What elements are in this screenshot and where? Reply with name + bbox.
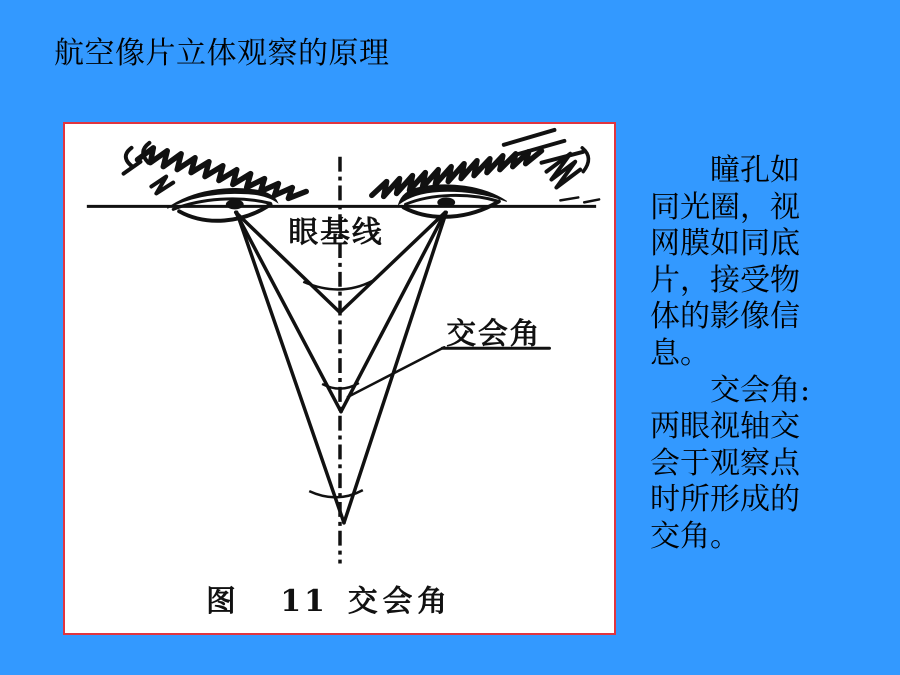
left-pupil <box>226 199 244 209</box>
text-line: 两眼视轴交 <box>650 409 800 445</box>
caption-number: 11 <box>280 584 328 620</box>
text-line: 交角。 <box>650 518 740 554</box>
text-line: 体的影像信 <box>650 299 800 335</box>
left-eye <box>167 189 277 221</box>
eye-baseline-label: 眼基线 <box>288 215 384 251</box>
right-pupil <box>437 197 455 207</box>
text-line: 同光圈，视 <box>650 189 800 225</box>
figure-caption <box>206 584 452 619</box>
text-line: 网膜如同底 <box>650 226 800 262</box>
text-line: 时所形成的 <box>650 482 800 518</box>
caption-title: 交会角 <box>347 584 453 620</box>
slide-title: 航空像片立体观察的原理 <box>54 36 390 71</box>
text-line: 瞳孔如 <box>710 153 800 188</box>
text-line: 交会角: <box>710 372 811 408</box>
convergence-angle-label: 交会角 <box>446 316 542 352</box>
body-text <box>650 153 830 556</box>
right-eye <box>399 185 507 217</box>
convergence-angle-diagram <box>65 124 614 633</box>
label-leader-line <box>348 347 550 397</box>
caption-prefix: 图 <box>205 584 236 620</box>
text-line: 息。 <box>650 335 710 371</box>
text-line: 会于观察点 <box>650 445 800 481</box>
text-line: 片，接受物 <box>650 262 800 298</box>
figure-panel <box>63 122 616 635</box>
